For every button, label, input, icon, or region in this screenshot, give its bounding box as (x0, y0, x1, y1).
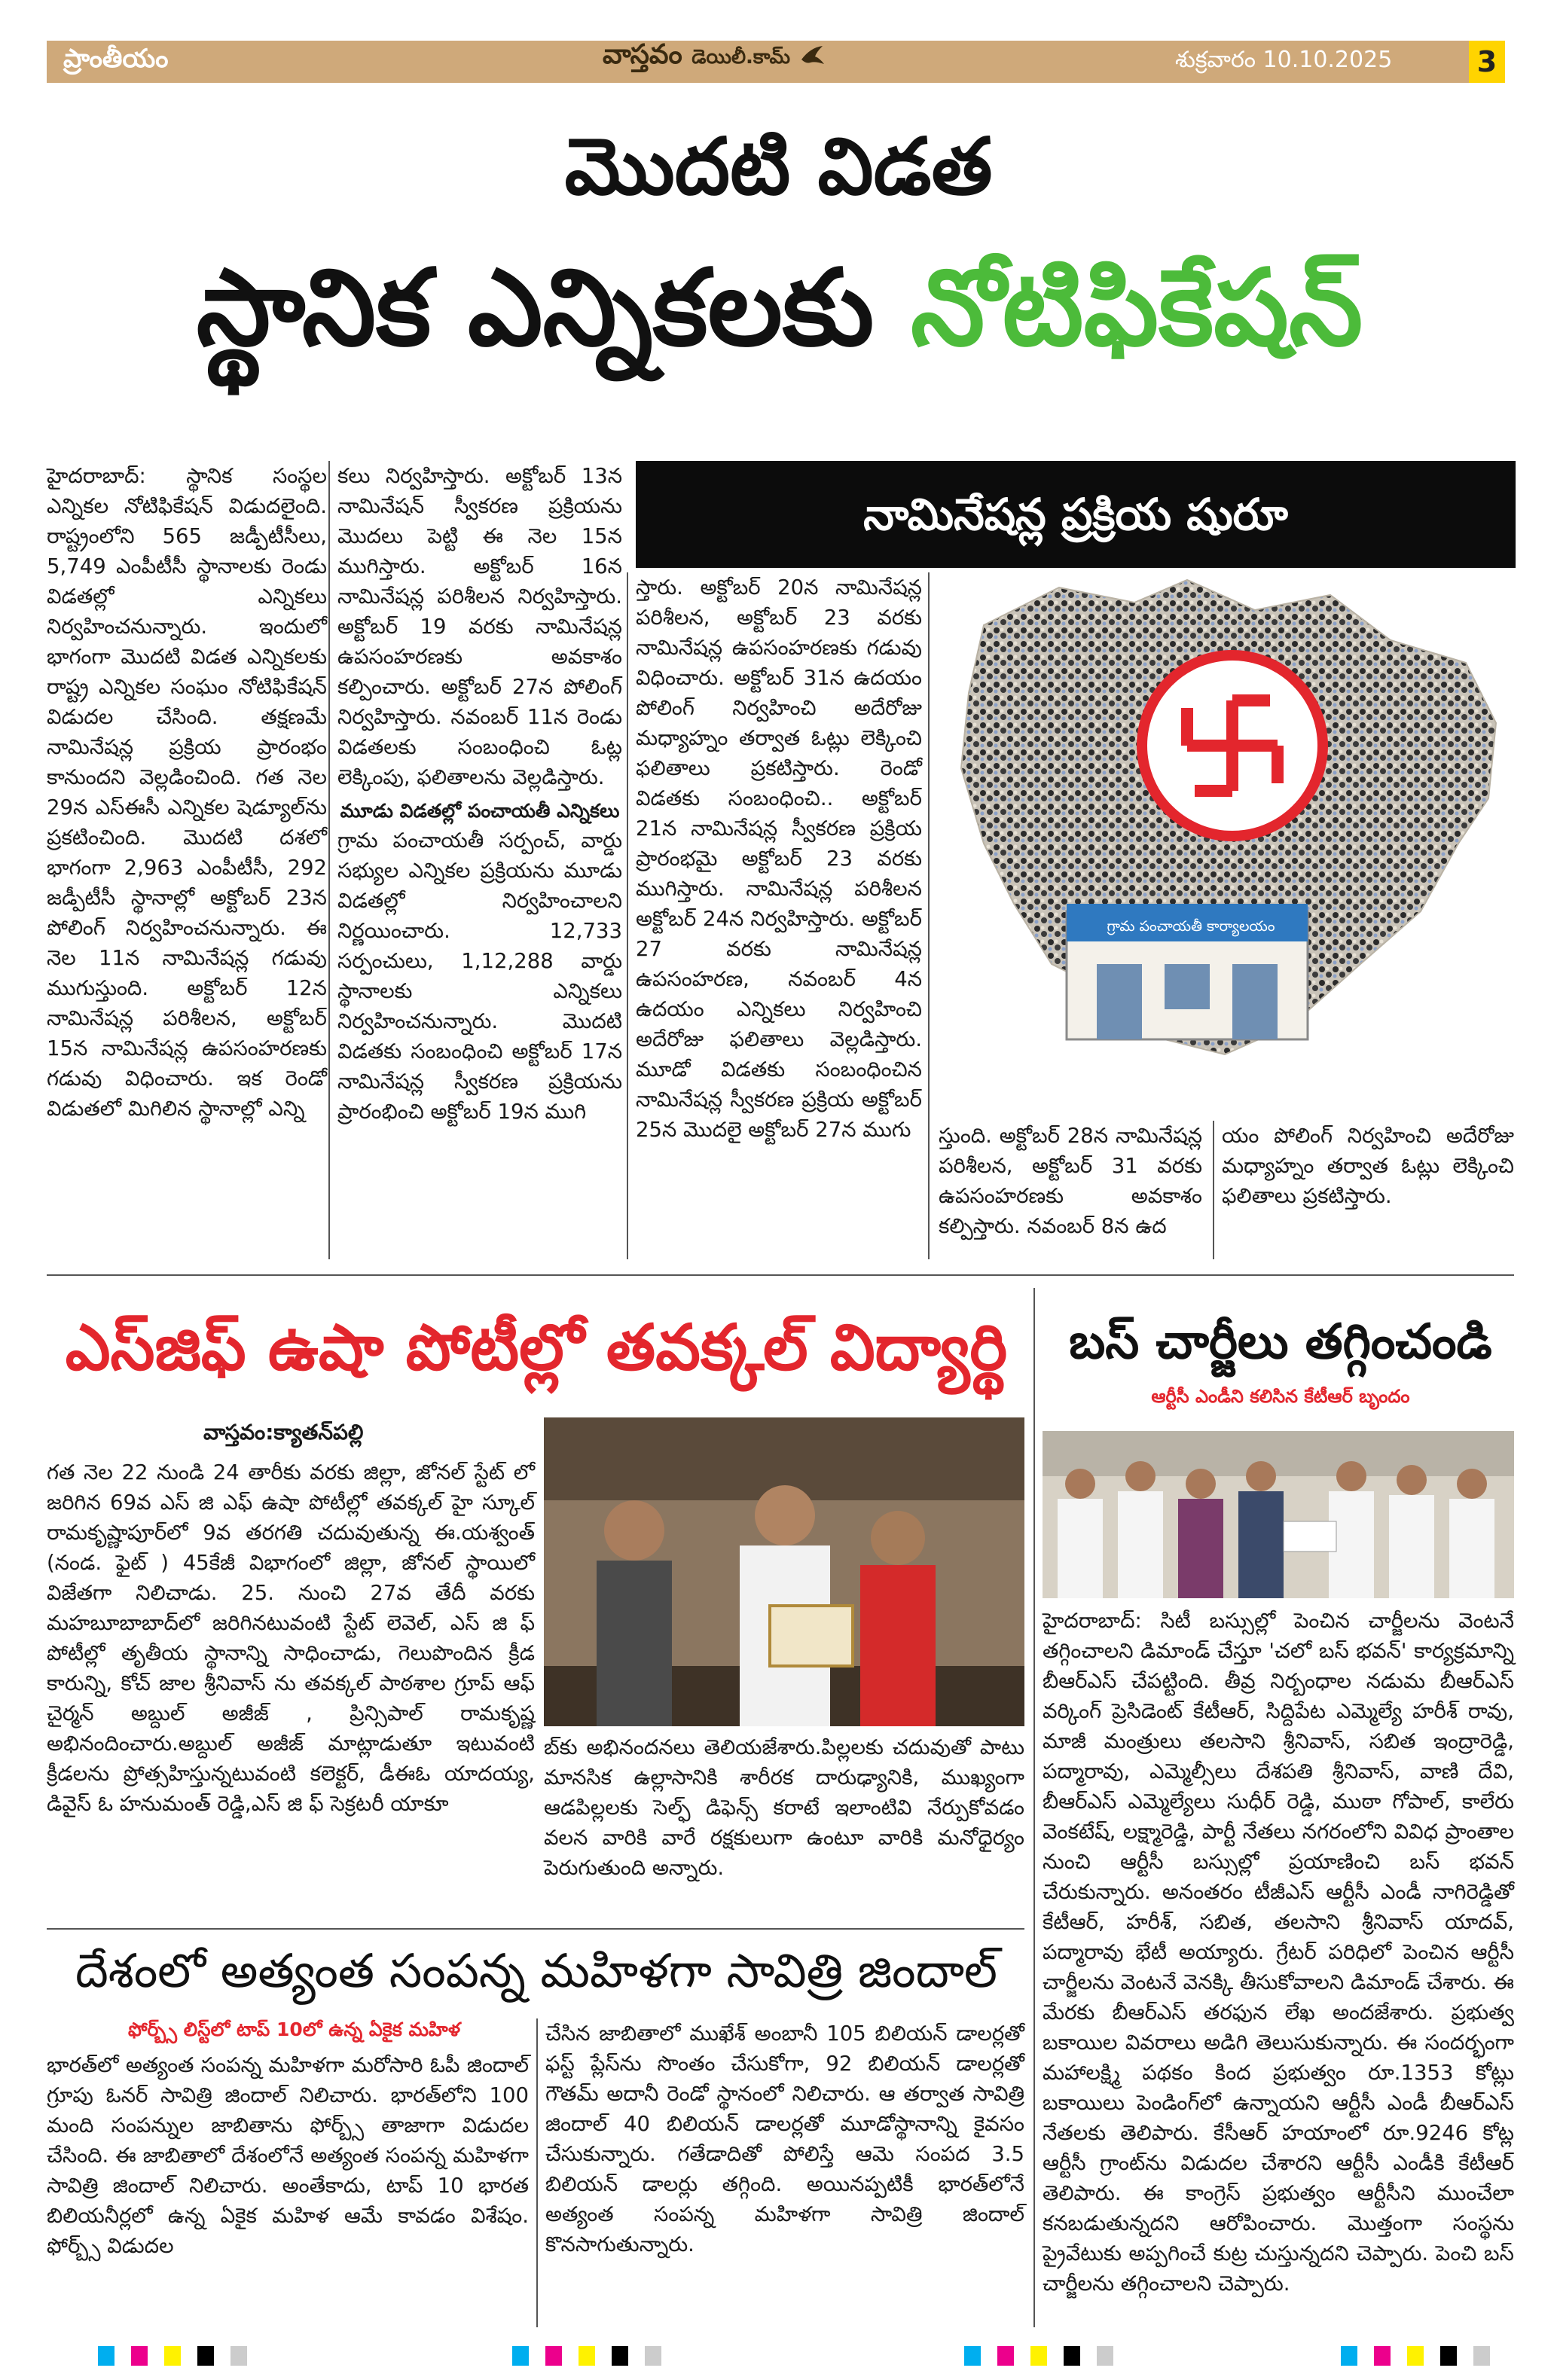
lead-kicker: మొదటి విడత (564, 121, 993, 212)
photo-image (1043, 1431, 1514, 1598)
column-divider (536, 2018, 538, 2327)
lead-col2-text-b: గ్రామ పంచాయతీ సర్పంచ్, వార్డు సభ్యుల ఎన్నికల ప్రక్రియను మూడు విడతల్లో నిర్వహించాలని నిర్ణయించారు. 12,733 సర్పంచులు, 1,12,288 వార్డు స్థానాలకు ఎన్నికలు నిర్వహించనున్నారు. మొదటి విడతకు సంబంధించి అక్టోబర్ 17న నామినేషన్ల స్వీకరణ ప్రక్రియను ప్రారంభించి అక్టోబర్ 19న ముగి (337, 828, 622, 1124)
lead-headline-part1: స్థానిక ఎన్నికలకు (196, 247, 875, 370)
section-divider (47, 1928, 1024, 1930)
lead-column-3 (636, 572, 922, 1145)
column-divider (328, 461, 330, 1259)
masthead (603, 39, 826, 77)
bird-logo-icon (800, 44, 826, 67)
column-divider (627, 572, 628, 1259)
lead-col2-text-a: కలు నిర్వహిస్తారు. అక్టోబర్ 13న నామినేషన్ స్వీకరణ ప్రక్రియను మొదలు పెట్టి ఈ నెల 15న ముగిస్తారు. అక్టోబర్ 16న నామినేషన్ల పరిశీలన నిర్వహిస్తారు. అక్టోబర్ 19 వరకు నామినేషన్ల ఉపసంహరణకు అవకాశం కల్పించారు. అక్టోబర్ 27న పోలింగ్ నిర్వహిస్తారు. నవంబర్ 11న రెండు విడతలకు సంబంధించి ఓట్ల లెక్కింపు, ఫలితాలను వెల్లడిస్తారు. (337, 464, 622, 789)
story4-text-b: చేసిన జాబితాలో ముఖేశ్ అంబానీ 105 బిలియన్ డాలర్లతో ఫస్ట్ ప్లేస్‌ను సొంతం చేసుకోగా, 92 బిలియన్ డాలర్లతో గౌతమ్ అదానీ రెండో స్థానంలో నిలిచారు. ఆ తర్వాత సావిత్రి జిందాల్ 40 బిలియన్ డాలర్లతో మూడోస్థానాన్ని కైవసం చేసుకున్నారు. గతేడాదితో పోలిస్తే ఆమె సంపద 3.5 బిలియన్ డాలర్లు తగ్గింది. అయినప్పటికీ భారత్‌లోనే అత్యంత సంపన్న మహిళగా సావిత్రి జిందాల్ కొనసాగుతున్నారు. (545, 2021, 1024, 2256)
lead-column-4 (939, 1121, 1202, 1241)
brand-name: వాస్తవం (603, 39, 682, 70)
story2-dateline: వాస్తవం:క్యాతన్‌పల్లి (203, 1420, 364, 1445)
lead-headline (45, 241, 1514, 377)
story4-subhead: ఫోర్బ్స్ లిస్ట్‌లో టాప్ 10లో ఉన్న ఏకైక మహిళ (128, 2018, 461, 2040)
photo-image (544, 1417, 1024, 1726)
registration-color-bar (1341, 2346, 1490, 2366)
lead-headline-part2: నోటిఫికేషన్ (911, 247, 1363, 370)
story4-column-2 (545, 2018, 1024, 2259)
lead-column-2 (337, 461, 622, 1127)
story2-column-1 (47, 1457, 535, 1819)
page-number: 3 (1469, 41, 1505, 83)
registration-color-bar (964, 2346, 1113, 2366)
column-divider (928, 572, 930, 1259)
ktr-meeting-photo (1043, 1431, 1514, 1598)
column-divider (1033, 1288, 1035, 2327)
story3-headline: బస్ చార్జీలు తగ్గించండి (1069, 1314, 1492, 1370)
story4-headline: దేశంలో అత్యంత సంపన్న మహిళగా సావిత్రి జిందాల్ (75, 1943, 998, 1998)
map-image (939, 572, 1519, 1106)
registration-color-bar (512, 2346, 661, 2366)
story4-text-a: భారత్‌లో అత్యంత సంపన్న మహిళగా మరోసారి ఓపీ జిందాల్ గ్రూపు ఓనర్ సావిత్రి జిందాల్ నిలిచారు. భారత్‌లోని 100 మంది సంపన్నుల జాబితాను ఫోర్బ్స్ తాజాగా విడుదల చేసింది. ఈ జాబితాలో దేశంలోనే అత్యంత సంపన్న మహిళగా సావిత్రి జిందాల్ నిలిచారు. అంతేకాదు, టాప్ 10 భారత బిలియనీర్లలో ఉన్న ఏకైక మహిళ ఆమే కావడం విశేషం. ఫోర్బ్స్ విడుదల (47, 2053, 529, 2258)
lead-col3-text: స్తారు. అక్టోబర్ 20న నామినేషన్ల పరిశీలన, అక్టోబర్ 23 వరకు నామినేషన్ల ఉపసంహరణకు గడువు విధించారు. అక్టోబర్ 31న ఉదయం పోలింగ్ నిర్వహించి అదేరోజు మధ్యాహ్నం తర్వాత ఓట్లు లెక్కించి ఫలితాలు ప్రకటిస్తారు. రెండో విడతకు సంబంధించి.. అక్టోబర్ 21న నామినేషన్ల స్వీకరణ ప్రక్రియ ప్రారంభమై అక్టోబర్ 23 వరకు ముగిస్తారు. నామినేషన్ల పరిశీలన అక్టోబర్ 24న నిర్వహిస్తారు. అక్టోబర్ 27 వరకు నామినేషన్ల ఉపసంహరణ, నవంబర్ 4న ఉదయం ఎన్నికలు నిర్వహించి అదేరోజు ఫలితాలు వెల్లడిస్తారు. మూడో విడతకు సంబంధించిన నామినేషన్ల స్వీకరణ ప్రక్రియ అక్టోబర్ 25న మొదలై అక్టోబర్ 27న ముగు (636, 575, 922, 1142)
story3-subhead: ఆర్టీసీ ఎండీని కలిసిన కేటీఆర్ బృందం (1151, 1386, 1410, 1407)
column-divider (1213, 1121, 1214, 1259)
story2-text-a: గత నెల 22 నుండి 24 తారీకు వరకు జిల్లా, జోనల్ స్టేట్ లో జరిగిన 69వ ఎస్ జి ఎఫ్ ఉషా పోటీల్లో తవక్కల్ హై స్కూల్ రామకృష్ణాపూర్‌లో 9వ తరగతి చదువుతున్న ఈ.యశ్వంత్ (నండ. ఫైట్ ) 45కేజీ విభాగంలో జిల్లా, జోనల్ స్థాయిలో విజేతగా నిలిచాడు. 25. నుంచి 27వ తేదీ వరకు మహబూబాబాద్‌లో జరిగినటువంటి స్టేట్ లెవెల్, ఎస్ జి ఫ్ పోటీల్లో తృతీయ స్థానాన్ని సాధించాడు, గెలుపొందిన క్రీడ కారున్ని, కోచ్ జాల శ్రీనివాస్ ను తవక్కల్ పాఠశాల గ్రూప్ ఆఫ్ చైర్మన్ అబ్దుల్ అజీజ్ , ప్రిన్సిపాల్ రామకృష్ణ అభినందించారు.అబ్దుల్ అజీజ్ మాట్లాడుతూ ఇటువంటి క్రీడలను ప్రోత్సహిస్తున్నటువంటి కలెక్టర్, డీఈఓ యాదయ్య, డివైస్ ఓ హనుమంత్ రెడ్డి,ఎస్ జి ఫ్ సెక్రటరీ యాకూ (47, 1460, 535, 1816)
student-award-photo (544, 1417, 1024, 1726)
issue-date: శుక్రవారం 10.10.2025 (1175, 47, 1393, 73)
lead-column-5 (1222, 1121, 1514, 1211)
lead-col5-text: యం పోలింగ్ నిర్వహించి అదేరోజు మధ్యాహ్నం తర్వాత ఓట్లు లెక్కించి ఫలితాలు ప్రకటిస్తారు. (1222, 1124, 1514, 1208)
nomination-banner: నామినేషన్ల ప్రక్రియ షురూ (636, 461, 1516, 568)
lead-col4-text: స్తుంది. అక్టోబర్ 28న నామినేషన్ల పరిశీలన, అక్టోబర్ 31 వరకు ఉపసంహరణకు అవకాశం కల్పిస్తారు. నవంబర్ 8న ఉద (939, 1124, 1202, 1238)
story4-column-1 (47, 2050, 529, 2261)
story3-text: హైదరాబాద్: సిటీ బస్సుల్లో పెంచిన చార్జీలను వెంటనే తగ్గించాలని డిమాండ్ చేస్తూ 'చలో బస్ భవన్' కార్యక్రమాన్ని బీఆర్ఎస్ చేపట్టింది. తీవ్ర నిర్బంధాల నడుమ బీఆర్ఎస్ వర్కింగ్ ప్రెసిడెంట్ కేటీఆర్, సిద్దిపేట ఎమ్మెల్యే హరీశ్ రావు, మాజీ మంత్రులు తలసాని శ్రీనివాస్, సబిత ఇంద్రారెడ్డి, పద్మారావు, ఎమ్మెల్సీలు దేశపతి శ్రీనివాస్, వాణి దేవి, బీఆర్ఎస్ ఎమ్మెల్యేలు సుధీర్ రెడ్డి, ముఠా గోపాల్, కాలేరు వెంకటేష్, లక్ష్మారెడ్డి, పార్టీ నేతలు నగరంలోని వివిధ ప్రాంతాల నుంచి ఆర్టీసీ బస్సుల్లో ప్రయాణించి బస్ భవన్ చేరుకున్నారు. అనంతరం టీజీఎస్ ఆర్టీసీ ఎండీ నాగిరెడ్డితో కేటీఆర్, హరీశ్, సబిత, తలసాని శ్రీనివాస్ యాదవ్, పద్మారావు భేటీ అయ్యారు. గ్రేటర్ పరిధిలో పెంచిన ఆర్టీసీ చార్జీలను వెంటనే వెనక్కి తీసుకోవాలని డిమాండ్ చేశారు. ఈ మేరకు బీఆర్ఎస్ తరఫున లేఖ అందజేశారు. ప్రభుత్వ బకాయిల వివరాలు అడిగి తెలుసుకున్నారు. ఈ సందర్భంగా మహాలక్ష్మి పథకం కింద ప్రభుత్వం రూ.1353 కోట్లు బకాయిలు పెండింగ్‌లో ఉన్నాయని ఆర్టీసీ ఎండీ బీఆర్ఎస్ నేతలకు తెలిపారు. కేసీఆర్ హయాంలో రూ.9246 కోట్ల ఆర్టీసీ గ్రాంట్‌ను విడుదల చేశారని ఆర్టీసీ ఎండీకి కేటీఆర్ తెలిపారు. ఈ కాంగ్రెస్ ప్రభుత్వం ఆర్టీసీని ముంచేలా కనబడుతున్నదని ఆరోపించారు. మొత్తంగా సంస్థను ప్రైవేటుకు అప్పగించే కుట్ర చుస్తున్నదని చెప్పారు. పెంచి బస్ చార్జీలను తగ్గించాలని చెప్పారు. (1043, 1609, 1514, 2296)
story3-column (1043, 1606, 1514, 2299)
story2-text-b: బ్‌కు అభినందనలు తెలియజేశారు.పిల్లలకు చదువుతో పాటు మానసిక ఉల్లాసానికి శారీరక దారుఢ్యానికి, ముఖ్యంగా ఆడపిల్లలకు సెల్ఫ్ డిఫెన్స్ కరాటే ఇలాంటివి నేర్పుకోవడం వలన వారికి వారే రక్షకులుగా ఉంటూ వారికి మనోధైర్యం పెరుగుతుంది అన్నారు. (544, 1735, 1024, 1880)
lead-col1-text: హైదరాబాద్: స్థానిక సంస్థల ఎన్నికల నోటిఫికేషన్ విడుదలైంది. రాష్ట్రంలోని 565 జడ్పీటీసీలు, 5,749 ఎంపీటీసీ స్థానాలకు రెండు విడతల్లో ఎన్నికలు నిర్వహించనున్నారు. ఇందులో భాగంగా మొదటి విడత ఎన్నికలకు రాష్ట్ర ఎన్నికల సంఘం నోటిఫికేషన్ విడుదల చేసింది. తక్షణమే నామినేషన్ల ప్రక్రియ ప్రారంభం కానుందని వెల్లడించింది. గత నెల 29న ఎస్ఈసీ ఎన్నికల షెడ్యూల్‌ను ప్రకటించింది. మొదటి దశలో భాగంగా 2,963 ఎంపీటీసీ, 292 జడ్పీటీసీ స్థానాల్లో అక్టోబర్ 23న పోలింగ్ నిర్వహించనున్నారు. ఈ నెల 11న నామినేషన్ల గడువు ముగుస్తుంది. అక్టోబర్ 12న నామినేషన్ల పరిశీలన, అక్టోబర్ 15న నామినేషన్ల ఉపసంహరణకు గడువు విధించారు. ఇక రెండో విడుతలో మిగిలిన స్థానాల్లో ఎన్ని (47, 464, 327, 1121)
section-label: ప్రాంతీయం (63, 44, 169, 74)
story2-headline: ఎస్‌జిఫ్ ఉషా పోటీల్లో తవక్కల్ విద్యార్థి (65, 1311, 1008, 1384)
section-divider (47, 1274, 1514, 1276)
story2-column-2 (544, 1732, 1024, 1883)
registration-color-bar (98, 2346, 247, 2366)
lead-col2-subhead: మూడు విడతల్లో పంచాయతీ ఎన్నికలు (340, 800, 620, 822)
telangana-crowd-map-illustration (939, 572, 1519, 1106)
office-sign-text: గ్రామ పంచాయతీ కార్యాలయం (1107, 918, 1275, 935)
brand-suffix: డెయిలీ.కామ్ (691, 46, 791, 69)
lead-column-1 (47, 461, 327, 1124)
